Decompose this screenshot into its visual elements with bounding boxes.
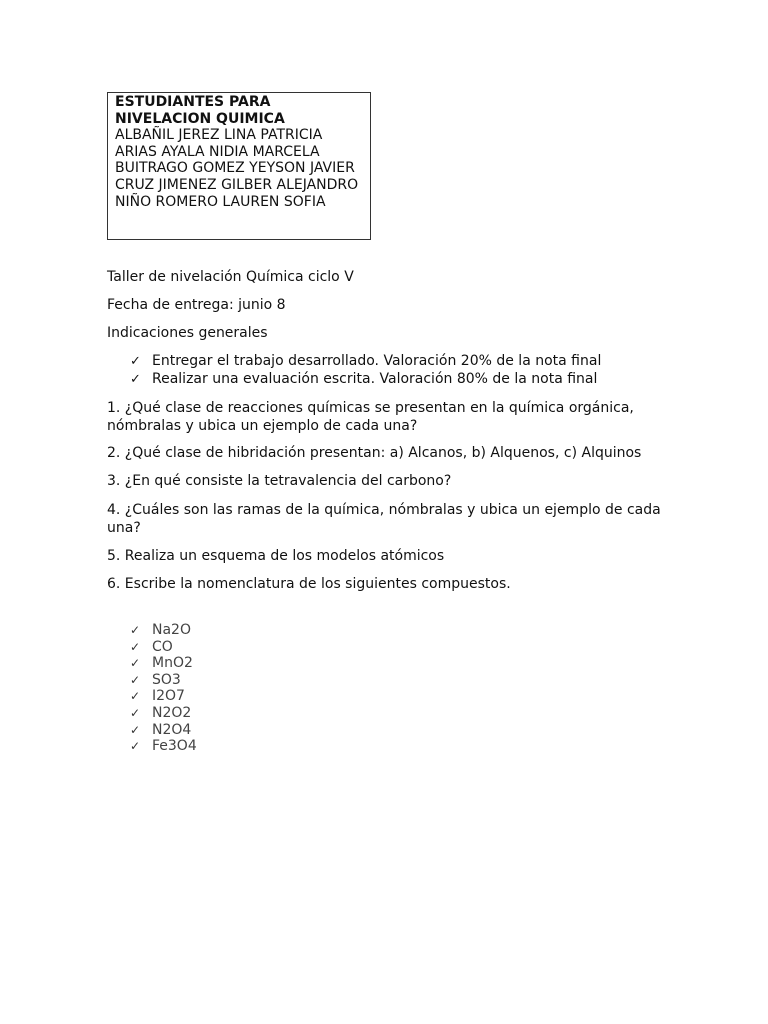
- student-name: ALBAÑIL JEREZ LINA PATRICIA: [115, 127, 323, 144]
- check-icon: ✓: [130, 722, 141, 737]
- question-1: 1. ¿Qué clase de reacciones químicas se presentan en la química orgánica, nómbralas y ubica un ejemplo de cada una?: [107, 400, 634, 434]
- instruction-text: Entregar el trabajo desarrollado. Valoración 20% de la nota final: [152, 353, 602, 369]
- students-box-title-line2: NIVELACION QUIMICA: [115, 110, 285, 127]
- students-box: [107, 92, 371, 240]
- compound-formula: N2O4: [152, 721, 192, 738]
- student-name: ARIAS AYALA NIDIA MARCELA: [115, 143, 320, 160]
- check-icon: ✓: [130, 739, 141, 754]
- question-5: 5. Realiza un esquema de los modelos atómicos: [107, 548, 445, 564]
- compound-item: [130, 622, 197, 639]
- due-date: Fecha de entrega: junio 8: [107, 297, 286, 313]
- compounds-list: [130, 622, 197, 755]
- compound-item: [130, 688, 197, 705]
- compound-formula: N2O2: [152, 704, 192, 721]
- check-icon: ✓: [130, 705, 141, 720]
- check-icon: ✓: [130, 689, 141, 704]
- compound-item: [130, 672, 197, 689]
- compound-formula: MnO2: [152, 655, 193, 672]
- compound-item: [130, 655, 197, 672]
- student-name: BUITRAGO GOMEZ YEYSON JAVIER: [115, 160, 355, 177]
- student-name: CRUZ JIMENEZ GILBER ALEJANDRO: [115, 176, 359, 193]
- compound-formula: SO3: [152, 671, 181, 688]
- compound-formula: I2O7: [152, 688, 185, 705]
- instructions-list: [130, 353, 601, 388]
- compound-item: [130, 722, 197, 739]
- check-icon: ✓: [130, 639, 141, 654]
- check-icon: ✓: [130, 354, 141, 369]
- question-2: 2. ¿Qué clase de hibridación presentan: a) Alcanos, b) Alquenos, c) Alquinos: [107, 445, 642, 461]
- question-6: 6. Escribe la nomenclatura de los siguientes compuestos.: [107, 576, 511, 592]
- compound-formula: Fe3O4: [152, 738, 197, 755]
- compound-formula: Na2O: [152, 622, 191, 638]
- question-3: 3. ¿En qué consiste la tetravalencia del carbono?: [107, 473, 452, 489]
- instruction-item: [130, 371, 601, 389]
- check-icon: ✓: [130, 672, 141, 687]
- compound-item: [130, 639, 197, 656]
- instruction-item: [130, 353, 601, 371]
- document-title: Taller de nivelación Química ciclo V: [107, 269, 354, 285]
- student-name: NIÑO ROMERO LAUREN SOFIA: [115, 193, 326, 210]
- instructions-heading: Indicaciones generales: [107, 325, 268, 341]
- compound-item: [130, 738, 197, 755]
- students-box-title-line1: ESTUDIANTES PARA: [115, 94, 271, 110]
- question-4: 4. ¿Cuáles son las ramas de la química, nómbralas y ubica un ejemplo de cada una?: [107, 502, 661, 536]
- compound-formula: CO: [152, 638, 173, 655]
- instruction-text: Realizar una evaluación escrita. Valoración 80% de la nota final: [152, 370, 598, 387]
- check-icon: ✓: [130, 371, 141, 387]
- check-icon: ✓: [130, 656, 141, 671]
- check-icon: ✓: [130, 623, 141, 637]
- compound-item: [130, 705, 197, 722]
